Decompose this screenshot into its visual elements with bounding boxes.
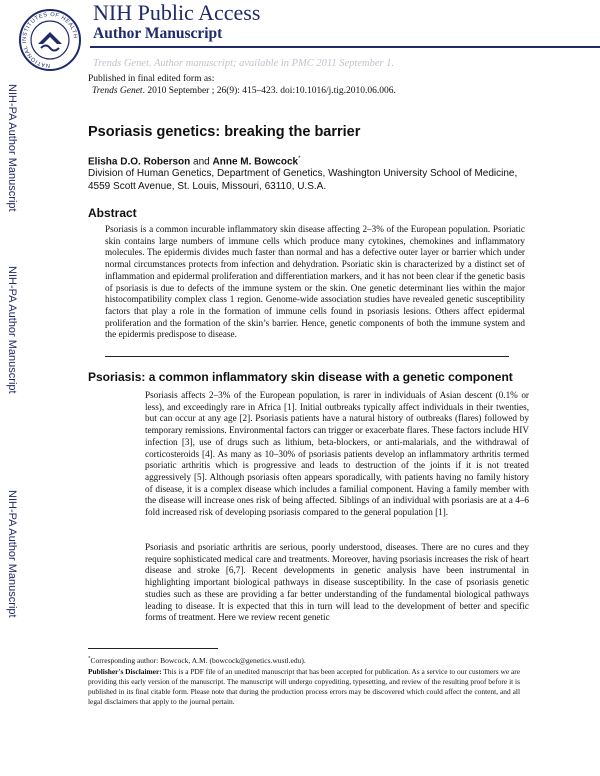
- logo-roof-icon: [38, 32, 62, 44]
- author-2: Anne M. Bowcock: [212, 156, 299, 168]
- abstract-divider: [105, 356, 509, 357]
- abstract-heading: Abstract: [88, 206, 137, 220]
- side-label-top: NIH-PA Author Manuscript: [6, 84, 18, 212]
- author-manuscript-subtitle: Author Manuscript: [93, 25, 223, 42]
- affiliation: Division of Human Genetics, Department of Genetics, Washington University School of Medicine, 4559 Scott Avenue, St. Louis, Missouri, 63110, U.S.A.: [88, 168, 518, 192]
- svg-text:NATIONAL INSTITUTES OF HEALTH: [22, 12, 78, 68]
- header-divider: [90, 46, 600, 48]
- section-heading: Psoriasis: a common inflammatory skin disease with a genetic component: [88, 370, 513, 384]
- citation: [92, 86, 396, 96]
- side-label-bottom: NIH-PA Author Manuscript: [6, 490, 18, 618]
- logo-ring-text: NATIONAL INSTITUTES OF HEALTH: [21, 11, 79, 69]
- author-1: Elisha D.O. Roberson: [88, 156, 191, 168]
- nih-logo: [10, 2, 90, 74]
- side-label-middle: NIH-PA Author Manuscript: [6, 266, 18, 394]
- section-paragraph-1: Psoriasis affects 2–3% of the European population, is rarer in individuals of Asian descent (0.1% or less), and exceedingly rare in Africa [1]. Initial outbreaks typically affect individuals in their twenties, but can occur at any age [2]. Psoriasis patients have a natural history of outbreaks (flares) followed by temporary remissions. Environmental factors can trigger or exacerbate flares. These factors include HIV infection [3], use of drugs such as lithium, beta-blockers, or anti-malarials, and the withdrawal of corticosteroids [4]. As many as 10–30% of psoriasis patients develop an inflammatory arthritis termed psoriatic arthritis which is progressive and leads to destruction of the joints if it is not treated aggressively [5]. Although psoriasis often appears sporadically, with patients having no family history of disease, it is a complex disease which includes a familial component. Having a family member with the disease will increase ones risk of being affected. Siblings of an individual with psoriasis are at a 4–6 fold increased risk of developing psoriasis compared to the general population [1].: [145, 390, 529, 518]
- availability-note: Trends Genet. Author manuscript; available in PMC 2011 September 1.: [93, 58, 395, 69]
- published-as-label: Published in final edited form as:: [88, 74, 215, 84]
- corresponding-author-footnote: *Corresponding author: Bowcock, A.M. (bowcock@genetics.wustl.edu).: [88, 656, 306, 665]
- paper-title: Psoriasis genetics: breaking the barrier: [88, 124, 361, 140]
- footnote-divider: [88, 648, 218, 649]
- author-list: Elisha D.O. Roberson and Anne M. Bowcock*: [88, 156, 301, 168]
- nih-public-access-title: NIH Public Access: [93, 0, 261, 25]
- section-paragraph-2: Psoriasis and psoriatic arthritis are serious, poorly understood, diseases. There are no cures and they require sophisticated medical care and treatments. Moreover, having psoriasis increases the risk of heart disease and stroke [6,7]. Recent developments in genetic analysis have been instrumental in highlighting important biological pathways in disease susceptibility. In the case of psoriasis genetic studies such as these are providing a far better understanding of the fundamental biological pathways leading to disease. It is expected that this in turn will lead to the development of better and specific forms of treatment. Here we review recent genetic: [145, 542, 529, 623]
- corresponding-mark: *: [298, 156, 301, 162]
- abstract-text: Psoriasis is a common incurable inflammatory skin disease affecting 2–3% of the European population. Psoriatic skin contains large numbers of immune cells which produce many cytokines, chemokines and inflammatory molecules. The epidermis divides much faster than normal and has a defective outer layer or barrier which under normal circumstances protects from infection and dehydration. Psoriatic skin is characterized by a distinct set of inflammation and epidermal proliferation and differentiation markers, and it has not been clear if the genetic basis of psoriasis is due to defects of the immune system or the skin. One genetic determinant lies within the major histocompatibility complex class 1 region. Genome-wide association studies have revealed genetic susceptibility factors that play a role in the formation of immune cells found in psoriasis lesions. Others affect epidermal proliferation and the formation of the skin’s barrier. Hence, genetic components of both the immune system and the epidermis predispose to disease.: [105, 224, 525, 340]
- citation-details: . 2010 September ; 26(9): 415–423. doi:10.1016/j.tig.2010.06.006.: [142, 86, 396, 96]
- logo-inner-ring: [31, 21, 69, 59]
- citation-journal: Trends Genet: [92, 86, 143, 96]
- disclaimer-text: This is a PDF file of an unedited manuscript that has been accepted for publication. As a service to our customers we are providing this early version of the manuscript. The manuscript will undergo copyediting, typesetting, and review of the resulting proof before it is published in its final citable form. Please note that during the production process errors may be discovered which could affect the content, and all legal disclaimers that apply to the journal pertain.: [88, 667, 520, 706]
- disclaimer-label: Publisher's Disclaimer:: [88, 667, 162, 676]
- publisher-disclaimer: [88, 667, 520, 707]
- logo-wave-icon: [41, 46, 59, 51]
- logo-outer-ring: [20, 10, 80, 70]
